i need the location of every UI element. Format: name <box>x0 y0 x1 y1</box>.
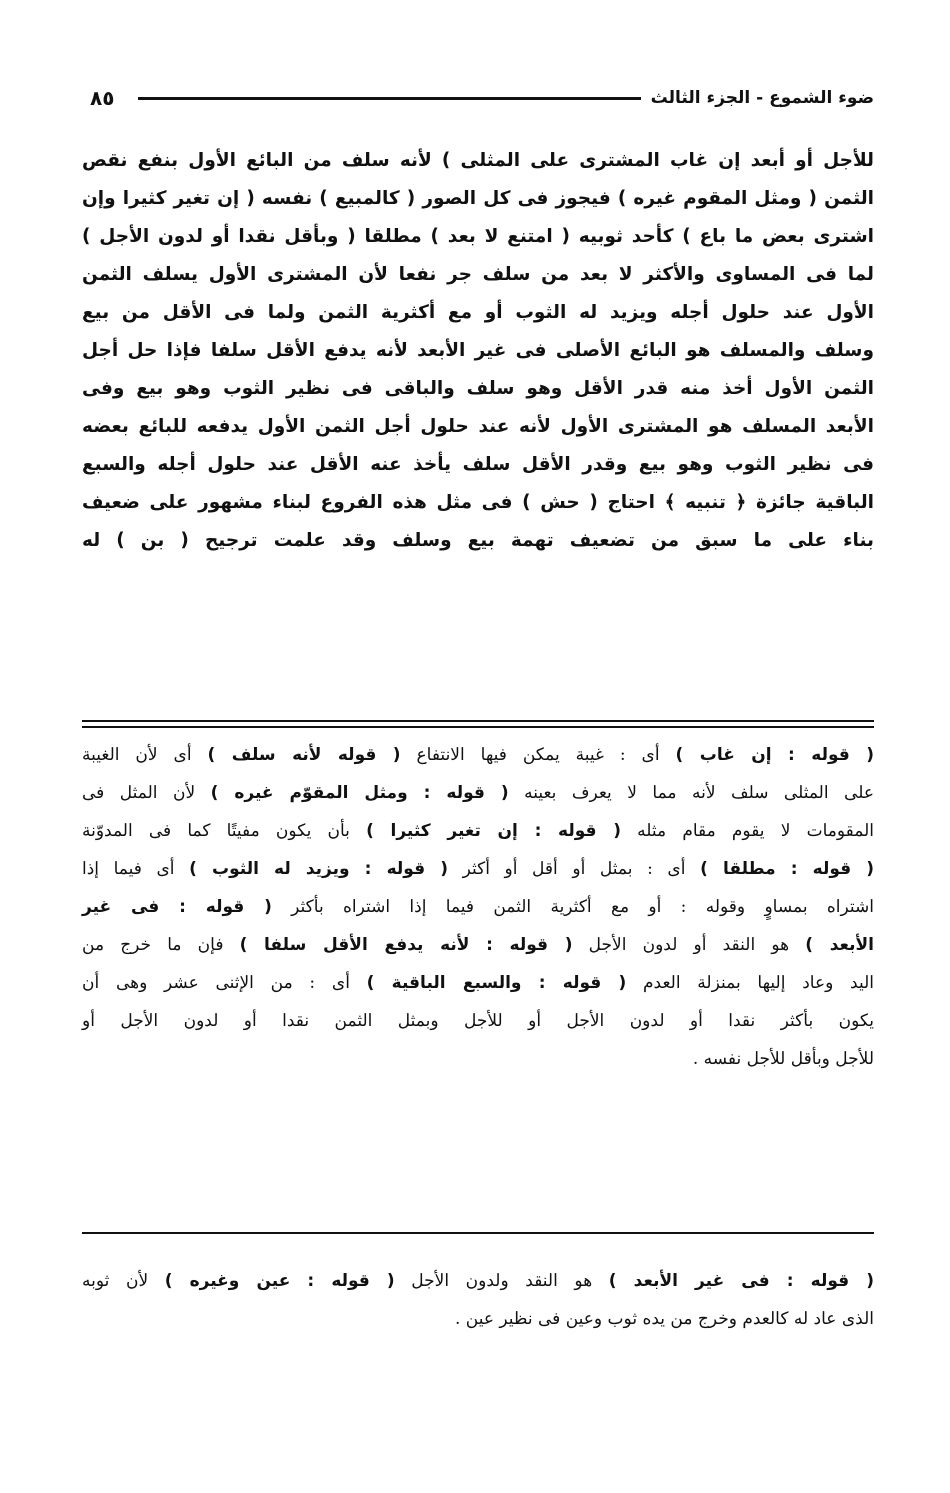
gloss-line <box>82 1262 874 1300</box>
commentary-text: أى فيما إذا <box>82 859 190 879</box>
gloss-block <box>82 1262 874 1338</box>
main-line: الثمن ( ومثل المقوم غيره ) فيجوز فى كل الصور ( كالمبيع ) نفسه ( إن تغير كثيرا وإن <box>82 188 874 209</box>
quote-heading: ( قوله : والسبع الباقية ) <box>366 973 627 993</box>
commentary-text: على المثلى سلف لأنه مما لا يعرف بعينه <box>508 783 874 803</box>
commentary-text: اليد وعاد إليها بمنزلة العدم <box>626 973 874 993</box>
quote-heading: ( قوله : إن غاب ) <box>675 745 874 765</box>
commentary-line: يكون بأكثر نقدا أو لدون الأجل أو للأجل وبمثل الثمن نقدا أو لدون الأجل أو <box>82 1011 874 1031</box>
quote-heading: ( قوله : فى غير <box>82 897 272 917</box>
main-line: الباقية جائزة ﴿ تنبيه ﴾ احتاج ( حش ) فى مثل هذه الفروع لبناء مشهور على ضعيف <box>82 492 874 513</box>
commentary-text: هو النقد أو لدون الأجل <box>572 935 806 955</box>
commentary-line <box>82 964 874 1002</box>
commentary-text: أى : غيبة يمكن فيها الانتفاع <box>400 745 676 765</box>
gloss-line: الذى عاد له كالعدم وخرج من يده ثوب وعين فى نظير عين . <box>455 1309 874 1329</box>
quote-heading: ( قوله : إن تغير كثيرا ) <box>366 821 621 841</box>
commentary-text: بأن يكون مفيتًا كما فى المدوّنة <box>82 821 367 841</box>
section-divider <box>82 1232 874 1234</box>
main-line: لما فى المساوى والأكثر لا بعد من سلف جر نفعا لأن المشترى الأول يسلف الثمن <box>82 264 874 285</box>
commentary-text: لأن المثل فى <box>82 783 211 803</box>
running-title: ضوء الشموع - الجزء الثالث <box>641 84 874 112</box>
commentary-block <box>82 736 874 1078</box>
quote-heading: ( قوله : ويزيد له الثوب ) <box>189 859 448 879</box>
quote-heading: ( قوله : عين وغيره ) <box>164 1271 395 1291</box>
commentary-line: للأجل وبأقل للأجل نفسه . <box>692 1049 874 1069</box>
main-line: بناء على ما سبق من تضعيف تهمة بيع وسلف وقد علمت ترجيح ( بن ) له <box>82 530 874 551</box>
commentary-text: المقومات لا يقوم مقام مثله <box>621 821 874 841</box>
quote-heading: الأبعد ) <box>805 935 874 955</box>
commentary-text: فإن ما خرج من <box>82 935 240 955</box>
commentary-text: أى : من الإثنى عشر وهى أن <box>82 973 367 993</box>
main-line: الأول عند حلول أجله ويزيد له الثوب أو مع أكثرية الثمن ولما فى الأقل من بيع <box>82 302 874 323</box>
page-number: ٨٥ <box>82 84 122 112</box>
main-line: اشترى بعض ما باع ) كأحد ثوبيه ( امتنع لا بعد ) مطلقا ( وبأقل نقدا أو لدون الأجل ) <box>82 226 874 247</box>
commentary-text: اشتراه بمساوٍ وقوله : أو مع أكثرية الثمن فيما إذا اشتراه بأكثر <box>271 897 874 917</box>
commentary-line <box>82 774 874 812</box>
quote-heading: ( قوله لأنه سلف ) <box>207 745 401 765</box>
main-text-block <box>82 142 874 560</box>
commentary-text: أى : بمثل أو أقل أو أكثر <box>447 859 701 879</box>
commentary-line <box>82 888 874 926</box>
main-line: الثمن الأول أخذ منه قدر الأقل وهو سلف والباقى فى نظير الثوب وهو بيع وفى <box>82 378 874 399</box>
gloss-text: هو النقد ولدون الأجل <box>394 1271 609 1291</box>
quote-heading: ( قوله : فى غير الأبعد ) <box>608 1271 874 1291</box>
quote-heading: ( قوله : لأنه يدفع الأقل سلفا ) <box>239 935 573 955</box>
main-line: الأبعد المسلف هو المشترى الأول لأنه عند حلول أجل الثمن الأول يدفعه للبائع بعضه <box>82 416 874 437</box>
main-line: للأجل أو أبعد إن غاب المشترى على المثلى ) لأنه سلف من البائع الأول بنفع نقص <box>82 150 874 171</box>
commentary-line <box>82 926 874 964</box>
commentary-line <box>82 736 874 774</box>
commentary-line <box>82 812 874 850</box>
gloss-text: لأن ثوبه <box>82 1271 165 1291</box>
main-line: فى نظير الثوب وهو بيع وقدر الأقل سلف يأخذ عنه الأقل عند حلول أجله والسبع <box>82 454 874 475</box>
commentary-line <box>82 850 874 888</box>
main-line: وسلف والمسلف هو البائع الأصلى فى غير الأبعد لأنه يدفع الأقل سلفا فإذا حل أجل <box>82 340 874 361</box>
quote-heading: ( قوله : ومثل المقوّم غيره ) <box>210 783 509 803</box>
running-header <box>82 84 874 114</box>
commentary-text: أى لأن الغيبة <box>82 745 208 765</box>
section-divider-double <box>82 720 874 728</box>
quote-heading: ( قوله : مطلقا ) <box>700 859 875 879</box>
